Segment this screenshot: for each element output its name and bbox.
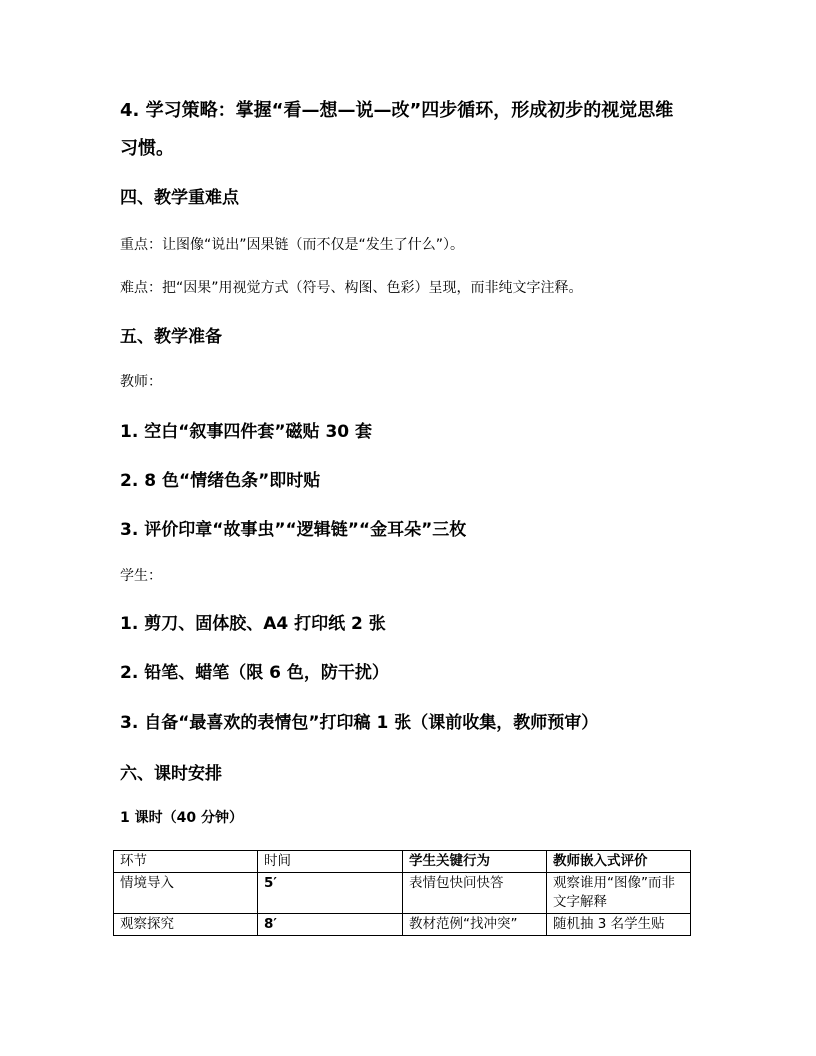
- table-row: [114, 914, 691, 936]
- table-cell: 观察谁用“图像”而非文字解释: [547, 873, 691, 914]
- student-item: 1. 剪刀、固体胶、A4 打印纸 2 张: [120, 614, 386, 634]
- table-header-cell: 环节: [114, 851, 258, 873]
- table-cell: 表情包快问快答: [403, 873, 547, 914]
- schedule-table: [113, 850, 691, 936]
- teacher-item: 3. 评价印章“故事虫”“逻辑链”“金耳朵”三枚: [120, 520, 467, 540]
- key-point: 重点：让图像“说出”因果链（而不仅是“发生了什么”）。: [120, 237, 465, 253]
- section-6-heading: 六、课时安排: [120, 764, 222, 784]
- table-header-cell: 时间: [258, 851, 403, 873]
- student-item: 3. 自备“最喜欢的表情包”打印稿 1 张（课前收集，教师预审）: [120, 713, 599, 733]
- table-cell: 8′: [258, 914, 403, 936]
- student-item: 2. 铅笔、蜡笔（限 6 色，防干扰）: [120, 663, 389, 683]
- difficult-point: 难点：把“因果”用视觉方式（符号、构图、色彩）呈现，而非纯文字注释。: [120, 280, 583, 296]
- strategy-line-2: 习惯。: [120, 138, 174, 159]
- table-cell: 教材范例“找冲突”: [403, 914, 547, 936]
- section-5-heading: 五、教学准备: [120, 327, 222, 347]
- teacher-label: 教师：: [120, 374, 162, 390]
- table-row: [114, 873, 691, 914]
- strategy-line-1: 4. 学习策略：掌握“看—想—说—改”四步循环，形成初步的视觉思维: [120, 100, 674, 121]
- duration: 1 课时（40 分钟）: [120, 810, 243, 826]
- teacher-item: 1. 空白“叙事四件套”磁贴 30 套: [120, 422, 373, 442]
- table-header-cell: 教师嵌入式评价: [547, 851, 691, 873]
- table-header-cell: 学生关键行为: [403, 851, 547, 873]
- table-cell: 随机抽 3 名学生贴: [547, 914, 691, 936]
- section-4-heading: 四、教学重难点: [120, 188, 239, 208]
- student-label: 学生：: [120, 568, 162, 584]
- table-cell: 情境导入: [114, 873, 258, 914]
- table-cell: 5′: [258, 873, 403, 914]
- table-cell: 观察探究: [114, 914, 258, 936]
- teacher-item: 2. 8 色“情绪色条”即时贴: [120, 471, 321, 491]
- table-header-row: [114, 851, 691, 873]
